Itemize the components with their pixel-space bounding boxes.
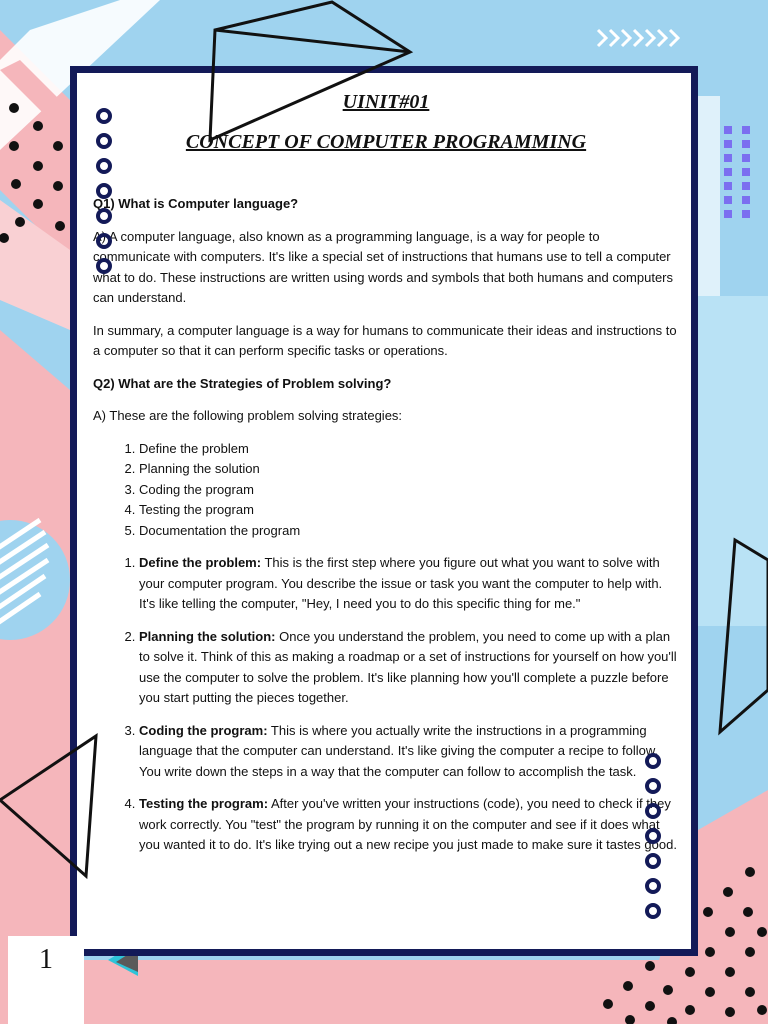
step-text: Once you understand the problem, you need to come up with a plan to solve it. Think of this as making a roadmap or a set of instructions for yourself on how you'll use the computer to solve the problem. It's like planning how you'll complete a puzzle before you start putting the pieces together. xyxy=(139,628,677,705)
answer-1-paragraph-2: In summary, a computer language is a way for humans to communicate their ideas and instructions to a computer so that it can perform specific tasks or operations. xyxy=(93,322,677,358)
triangle-outline-right xyxy=(720,540,768,732)
step-term: Testing the program: xyxy=(139,796,269,811)
step-text: This is where you actually write the instructions in a programming language that the computer can understand. It's like giving the computer a recipe to follow. You write down the steps in a way that the computer can follow to accomplish the task. xyxy=(139,722,659,779)
step-term: Coding the program: xyxy=(139,722,268,738)
question-2: Q2) What are the Strategies of Problem solving? xyxy=(93,375,392,391)
page-number: 1 xyxy=(39,944,53,975)
page-number-box xyxy=(8,936,84,1024)
list-item: 1. Define the problem xyxy=(139,439,679,460)
ring-column-right xyxy=(647,755,659,917)
step-text: After you've written your instructions (code), you need to check if they work correctly. You "test" the program by running it on the computer and see if it does what you wanted it to do. It's like trying out a new recipe you just made to make sure it tastes good. xyxy=(139,796,677,852)
step-text: This is the first step where you figure out what you want to solve with your computer program. You describe the issue or task you want the computer to help with. It's like telling the computer, "Hey, I need you to do this specific thing for me." xyxy=(139,555,663,611)
unit-title: UINIT#01 xyxy=(342,91,430,113)
step-term: Planning the solution: xyxy=(139,628,276,644)
ring-column-left xyxy=(98,110,110,272)
step-term: Define the problem: xyxy=(139,555,262,570)
triangle-outline-left xyxy=(0,736,96,876)
list-item: 2. Planning the solution xyxy=(139,459,679,480)
list-item: 5. Documentation the program xyxy=(139,521,679,542)
triangle-outline-top xyxy=(210,2,410,140)
list-item: 4. Testing the program xyxy=(139,500,679,521)
question-1: Q1) What is Computer language? xyxy=(93,196,299,211)
answer-1-paragraph-1: A) A computer language, also known as a programming language, is a way for people to communicate with computers. It's like a special set of instructions that humans use to tell a computer what to do. These instructions are written using words and symbols that both humans and computers can understand. xyxy=(93,228,674,305)
answer-2-intro: A) These are the following problem solving strategies: xyxy=(93,408,403,423)
document-subtitle: CONCEPT OF COMPUTER PROGRAMMING xyxy=(185,131,587,153)
list-item: 3. Coding the program xyxy=(139,480,679,501)
